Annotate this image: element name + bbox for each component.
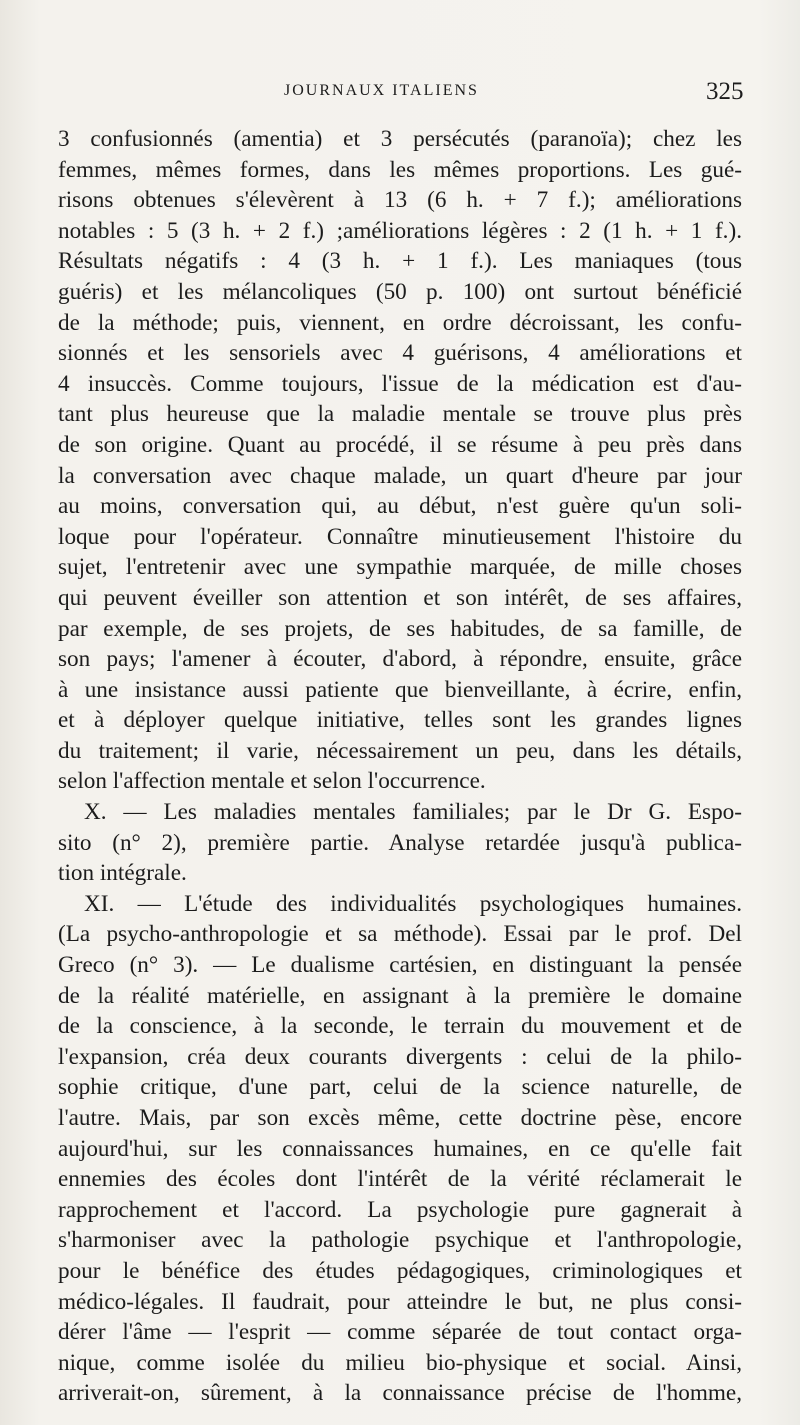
- text-line: (La psycho-anthropologie et sa méthode). Essai par le prof. Del: [58, 921, 742, 948]
- text-line: notables : 5 (3 h. + 2 f.) ;améliorations légères : 2 (1 h. + 1 f.).: [58, 217, 742, 244]
- text-line: selon l'affection mentale et selon l'occurrence.: [58, 768, 486, 795]
- text-line: de la méthode; puis, viennent, en ordre décroissant, les confu-: [58, 309, 742, 336]
- text-line: pour le bénéfice des études pédagogiques, criminologiques et: [58, 1257, 742, 1284]
- text-line: du traitement; il varie, nécessairement un peu, dans les détails,: [58, 737, 742, 764]
- section-heading-line: XI. — L'étude des individualités psychologiques humaines.: [84, 890, 742, 917]
- text-line: Greco (n° 3). — Le dualisme cartésien, en distinguant la pensée: [58, 952, 742, 979]
- text-line: arriverait-on, sûrement, à la connaissance précise de l'homme,: [58, 1380, 742, 1407]
- text-line: par exemple, de ses projets, de ses habitudes, de sa famille, de: [58, 615, 742, 642]
- text-line: qui peuvent éveiller son attention et son intérêt, de ses affaires,: [58, 584, 742, 611]
- running-head: JOURNAUX ITALIENS: [284, 82, 479, 99]
- text-line: tion intégrale.: [58, 860, 187, 887]
- text-line: nique, comme isolée du milieu bio-physique et social. Ainsi,: [58, 1349, 742, 1376]
- body-text: [58, 124, 742, 1409]
- text-line: s'harmoniser avec la pathologie psychique et l'anthropologie,: [58, 1227, 742, 1254]
- text-line: risons obtenues s'élevèrent à 13 (6 h. + 7 f.); améliorations: [58, 187, 742, 214]
- text-line: sujet, l'entretenir avec une sympathie marquée, de mille choses: [58, 554, 742, 581]
- text-line: sito (n° 2), première partie. Analyse retardée jusqu'à publica-: [58, 829, 742, 856]
- text-line: médico-légales. Il faudrait, pour atteindre le but, ne plus consi-: [58, 1288, 742, 1315]
- text-line: sionnés et les sensoriels avec 4 guérisons, 4 améliorations et: [58, 340, 742, 367]
- text-line: la conversation avec chaque malade, un quart d'heure par jour: [58, 462, 742, 489]
- text-line: de son origine. Quant au procédé, il se résume à peu près dans: [58, 431, 742, 458]
- text-line: tant plus heureuse que la maladie mentale se trouve plus près: [58, 401, 742, 428]
- text-line: dérer l'âme — l'esprit — comme séparée de tout contact orga-: [58, 1319, 742, 1346]
- text-line: femmes, mêmes formes, dans les mêmes proportions. Les gué-: [58, 156, 742, 183]
- text-line: 4 insuccès. Comme toujours, l'issue de la médication est d'au-: [58, 370, 742, 397]
- text-line: rapprochement et l'accord. La psychologie pure gagnerait à: [58, 1196, 742, 1223]
- text-line: ennemies des écoles dont l'intérêt de la vérité réclamerait le: [58, 1166, 742, 1193]
- text-line: guéris) et les mélancoliques (50 p. 100) ont surtout bénéficié: [58, 278, 742, 305]
- text-line: et à déployer quelque initiative, telles sont les grandes lignes: [58, 707, 742, 734]
- section-heading-line: X. — Les maladies mentales familiales; par le Dr G. Espo-: [84, 799, 742, 826]
- text-line: Résultats négatifs : 4 (3 h. + 1 f.). Les maniaques (tous: [58, 248, 742, 275]
- text-line: 3 confusionnés (amentia) et 3 persécutés (paranoïa); chez les: [58, 126, 742, 152]
- text-line: à une insistance aussi patiente que bienveillante, à écrire, enfin,: [58, 676, 742, 703]
- page-number: 325: [706, 78, 744, 105]
- text-line: aujourd'hui, sur les connaissances humaines, en ce qu'elle fait: [58, 1135, 742, 1162]
- text-line: de la conscience, à la seconde, le terrain du mouvement et de: [58, 1013, 742, 1040]
- text-line: son pays; l'amener à écouter, d'abord, à répondre, ensuite, grâce: [58, 646, 742, 673]
- text-line: loque pour l'opérateur. Connaître minutieusement l'histoire du: [58, 523, 742, 550]
- text-line: sophie critique, d'une part, celui de la science naturelle, de: [58, 1074, 742, 1101]
- text-line: de la réalité matérielle, en assignant à la première le domaine: [58, 982, 742, 1009]
- text-line: l'expansion, créa deux courants divergents : celui de la philo-: [58, 1043, 742, 1070]
- text-line: au moins, conversation qui, au début, n'est guère qu'un soli-: [58, 493, 742, 520]
- text-line: l'autre. Mais, par son excès même, cette doctrine pèse, encore: [58, 1105, 742, 1131]
